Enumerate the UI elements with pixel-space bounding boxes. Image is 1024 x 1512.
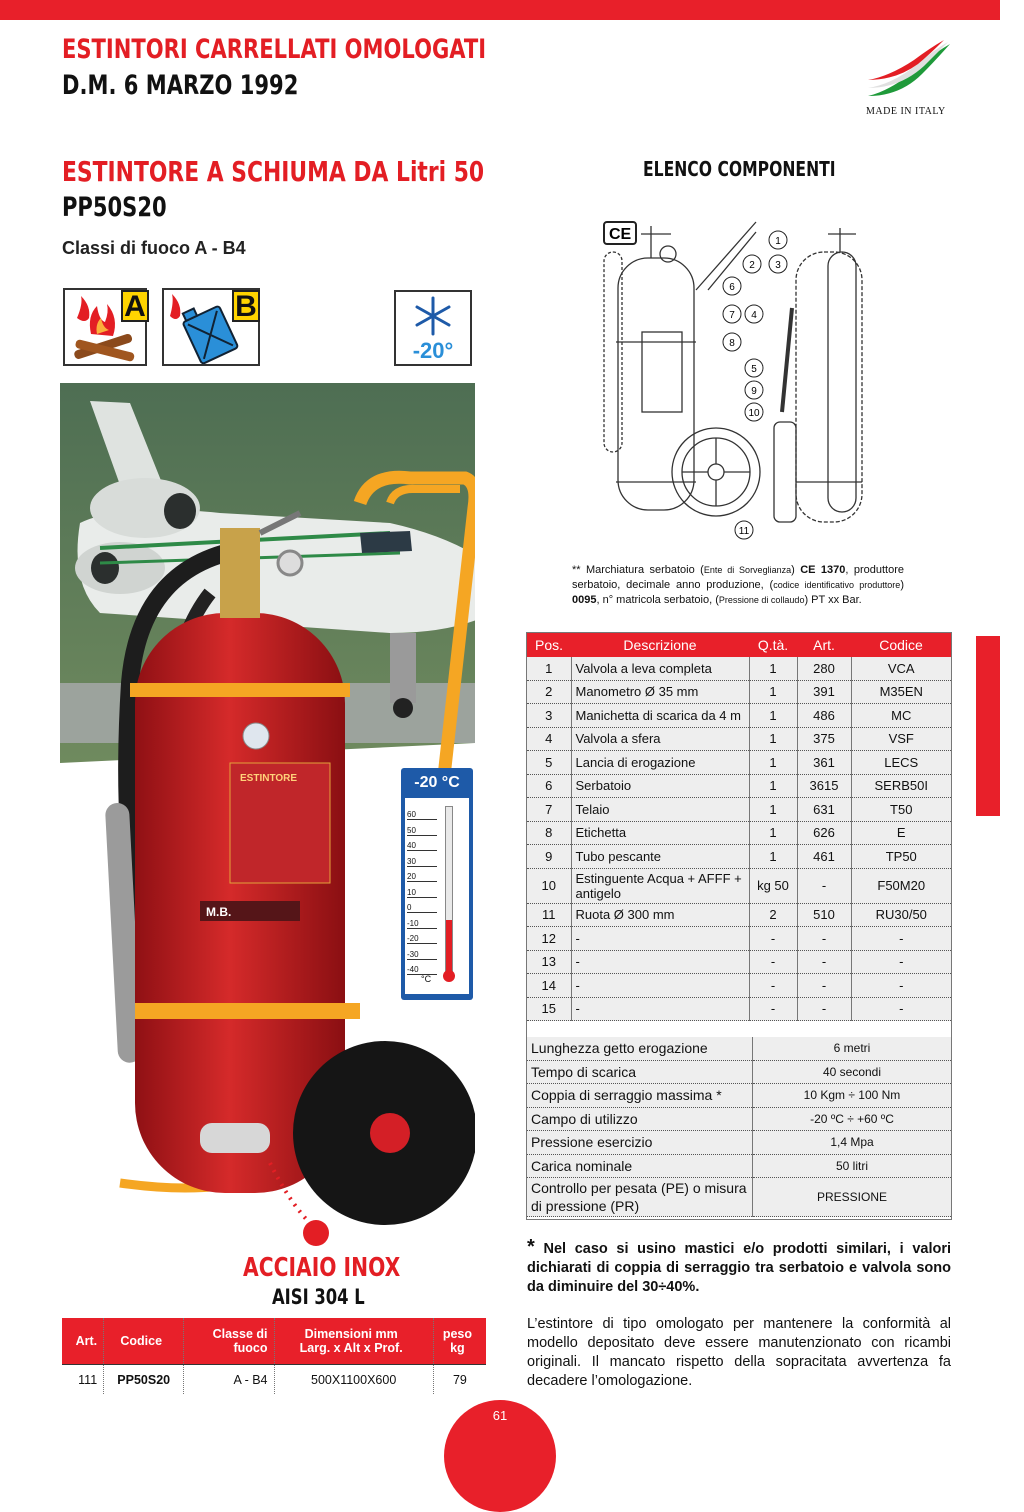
dimensions-header	[274, 1318, 433, 1365]
code-cell: PP50S20	[104, 1365, 184, 1395]
pos-cell: 1	[527, 657, 571, 680]
spec-label: Tempo di scarica	[527, 1060, 753, 1084]
component-row	[527, 751, 951, 775]
torque-footnote	[527, 1238, 951, 1297]
pos-cell: 5	[527, 751, 571, 775]
description-cell: Etichetta	[571, 821, 749, 845]
pos-cell: 7	[527, 798, 571, 822]
art-cell: 375	[797, 727, 851, 751]
burning-wood-icon	[65, 290, 145, 364]
code-cell: E	[851, 821, 951, 845]
spec-value: 6 metri	[753, 1037, 952, 1060]
pos-cell: 6	[527, 774, 571, 798]
thermometer-unit: °C	[421, 974, 432, 984]
fuel-can-fire-icon	[164, 290, 258, 364]
frost-resistance-badge	[394, 290, 472, 366]
spec-row	[527, 1107, 951, 1131]
class-cell: A - B4	[184, 1365, 274, 1395]
spec-label: Campo di utilizzo	[527, 1107, 753, 1131]
spec-row	[527, 1060, 951, 1084]
components-heading: ELENCO COMPONENTI	[643, 157, 836, 181]
class-b-letter: B	[232, 290, 260, 322]
qty-cell: 1	[749, 657, 797, 680]
code-cell: -	[851, 974, 951, 998]
class-header-line2: fuoco	[233, 1341, 268, 1355]
qty-cell: -	[749, 974, 797, 998]
product-title: ESTINTORE A SCHIUMA DA Litri 50	[62, 155, 485, 188]
components-header-row	[527, 633, 951, 657]
qty-cell: 1	[749, 821, 797, 845]
art-cell: 111	[62, 1365, 104, 1395]
spec-value: 1,4 Mpa	[753, 1131, 952, 1155]
thermometer-mercury	[446, 920, 452, 972]
component-row	[527, 798, 951, 822]
art-header	[62, 1318, 104, 1365]
art-cell: 361	[797, 751, 851, 775]
footnote-text: Nel caso si usino mastici e/o prodotti similari, i valori dichiarati di coppia di serraggio tra serbatoio e valvola sono da diminuire del 30÷40%.	[527, 1241, 952, 1295]
thermometer-tick: 20	[407, 872, 437, 882]
component-row	[527, 868, 951, 903]
made-in-italy-label: MADE IN ITALY	[866, 106, 946, 117]
spec-row	[527, 1178, 951, 1217]
code-cell: VSF	[851, 727, 951, 751]
note-text-7: , n° matricola serbatoio, (	[596, 594, 719, 606]
pos-cell: 4	[527, 727, 571, 751]
spec-value: 40 secondi	[753, 1060, 952, 1084]
spec-label: Controllo per pesata (PE) o misura di pressione (PR)	[527, 1178, 753, 1217]
code-header	[104, 1318, 184, 1365]
component-row	[527, 774, 951, 798]
art-cell: -	[797, 950, 851, 974]
qty-cell: 2	[749, 903, 797, 927]
description-cell: Manichetta di scarica da 4 m	[571, 704, 749, 728]
art-cell: -	[797, 868, 851, 903]
code-cell: F50M20	[851, 868, 951, 903]
note-ce-mark: CE	[800, 564, 816, 576]
components-table	[527, 633, 951, 1021]
callout-number: 9	[751, 386, 757, 397]
side-tab-marker	[976, 636, 1000, 816]
qty-cell: 1	[749, 845, 797, 869]
art-cell: 510	[797, 903, 851, 927]
note-text-1: ** Marchiatura serbatoio (	[572, 564, 704, 576]
product-code: PP50S20	[62, 192, 167, 223]
dimensions-header-line2: Larg. x Alt x Prof.	[299, 1341, 403, 1355]
description-cell: Estinguente Acqua + AFFF + antigelo	[571, 868, 749, 903]
dimensions-cell: 500X1100X600	[274, 1365, 433, 1395]
component-row	[527, 821, 951, 845]
qty-cell: 1	[749, 680, 797, 704]
page-title-line2: D.M. 6 MARZO 1992	[62, 70, 299, 101]
thermometer-tick: -20	[407, 934, 437, 944]
pos-cell: 3	[527, 704, 571, 728]
code-cell: TP50	[851, 845, 951, 869]
spec-value: -20 ºC ÷ +60 ºC	[753, 1107, 952, 1131]
description-cell: Valvola a leva completa	[571, 657, 749, 680]
article-table	[62, 1318, 486, 1394]
art-header-line1: Art.	[75, 1334, 98, 1348]
art-cell: 626	[797, 821, 851, 845]
note-small-2: codice identificativo produttore	[773, 580, 901, 590]
spec-label: Coppia di serraggio massima *	[527, 1084, 753, 1108]
weight-header-line1: peso	[442, 1327, 472, 1341]
qty-cell: 1	[749, 751, 797, 775]
description-cell: -	[571, 927, 749, 951]
class-header-line1: Classe di	[212, 1327, 268, 1341]
code-cell: -	[851, 927, 951, 951]
description-cell: -	[571, 974, 749, 998]
spec-value: PRESSIONE	[753, 1178, 952, 1217]
footnote-star: *	[527, 1236, 535, 1258]
note-text-8: ) PT xx Bar.	[804, 594, 862, 606]
component-row	[527, 974, 951, 998]
callout-number: 5	[751, 364, 757, 375]
dimensions-header-line1: Dimensioni mm	[304, 1327, 398, 1341]
col-pos: Pos.	[527, 633, 571, 657]
material-subtitle: AISI 304 L	[272, 1285, 365, 1309]
callout-number: 11	[738, 526, 750, 537]
pos-cell: 9	[527, 845, 571, 869]
spec-row	[527, 1037, 951, 1060]
weight-cell: 79	[433, 1365, 486, 1395]
component-row	[527, 927, 951, 951]
component-row	[527, 845, 951, 869]
article-row	[62, 1365, 486, 1395]
callout-number: 6	[729, 282, 735, 293]
thermometer-tick: 0	[407, 903, 437, 913]
article-header-row	[62, 1318, 486, 1365]
thermometer-tick: -40	[407, 965, 437, 975]
qty-cell: 1	[749, 774, 797, 798]
spec-label: Pressione esercizio	[527, 1131, 753, 1155]
callout-dot	[303, 1220, 329, 1246]
code-cell: -	[851, 997, 951, 1021]
temperature-badge-label: -20°	[412, 338, 454, 363]
thermometer-tick: 40	[407, 841, 437, 851]
material-title: ACCIAIO INOX	[243, 1253, 401, 1283]
spec-label: Carica nominale	[527, 1154, 753, 1178]
code-cell: VCA	[851, 657, 951, 680]
thermometer-tick: 30	[407, 857, 437, 867]
pos-cell: 8	[527, 821, 571, 845]
tank-label-title: ESTINTORE	[240, 773, 298, 784]
note-text-4: , produttore serbatoio, decimale anno produzione, (	[572, 564, 904, 591]
weight-header-line2: kg	[450, 1341, 465, 1355]
code-cell: MC	[851, 704, 951, 728]
spec-row	[527, 1084, 951, 1108]
description-cell: Manometro Ø 35 mm	[571, 680, 749, 704]
description-cell: Tubo pescante	[571, 845, 749, 869]
pos-cell: 13	[527, 950, 571, 974]
thermometer-label: -20 °C	[414, 774, 460, 791]
art-cell: 391	[797, 680, 851, 704]
thermometer-tick: 60	[407, 810, 437, 820]
pos-cell: 15	[527, 997, 571, 1021]
qty-cell: kg 50	[749, 868, 797, 903]
note-number: 1370	[815, 564, 846, 576]
thermometer-sticker	[401, 768, 473, 1000]
callout-number: 1	[775, 236, 781, 247]
pos-cell: 10	[527, 868, 571, 903]
marking-note	[572, 563, 904, 608]
code-header-line1: Codice	[120, 1334, 163, 1348]
code-cell: T50	[851, 798, 951, 822]
italy-flag-swoosh-icon	[864, 40, 954, 102]
pos-cell: 14	[527, 974, 571, 998]
component-row	[527, 950, 951, 974]
spec-label: Lunghezza getto erogazione	[527, 1037, 753, 1060]
pos-cell: 11	[527, 903, 571, 927]
description-cell: Telaio	[571, 798, 749, 822]
class-header	[184, 1318, 274, 1365]
class-a-letter: A	[121, 290, 149, 322]
fire-class-b-pictogram	[162, 288, 260, 366]
description-cell: Lancia di erogazione	[571, 751, 749, 775]
note-small-1: Ente di Sorveglianza	[703, 565, 792, 575]
art-cell: 3615	[797, 774, 851, 798]
description-cell: -	[571, 950, 749, 974]
thermometer-bulb	[443, 970, 455, 982]
spec-row	[527, 1131, 951, 1155]
description-cell: -	[571, 997, 749, 1021]
component-row	[527, 680, 951, 704]
col-qta: Q.tà.	[749, 633, 797, 657]
code-cell: SERB50I	[851, 774, 951, 798]
col-codice: Codice	[851, 633, 951, 657]
thermometer-ticks	[407, 810, 437, 974]
qty-cell: 1	[749, 704, 797, 728]
thermometer-tick: 50	[407, 826, 437, 836]
description-cell: Serbatoio	[571, 774, 749, 798]
callout-number: 8	[729, 338, 735, 349]
art-cell: -	[797, 927, 851, 951]
component-row	[527, 657, 951, 680]
page-title-line1: ESTINTORI CARRELLATI OMOLOGATI	[62, 34, 487, 65]
note-code: 0095	[572, 594, 597, 606]
spec-value: 50 litri	[753, 1154, 952, 1178]
qty-cell: -	[749, 950, 797, 974]
top-color-band	[0, 0, 1000, 20]
art-cell: -	[797, 974, 851, 998]
pos-cell: 12	[527, 927, 571, 951]
pos-cell: 2	[527, 680, 571, 704]
brand-mark: M.B.	[206, 905, 232, 919]
art-cell: 461	[797, 845, 851, 869]
code-cell: -	[851, 950, 951, 974]
manometer-icon	[278, 551, 302, 575]
art-cell: 280	[797, 657, 851, 680]
callout-number: 10	[748, 408, 760, 419]
thermometer-tick: 10	[407, 888, 437, 898]
callout-number: 2	[749, 260, 755, 271]
snowflake-icon	[396, 294, 470, 338]
spec-value: 10 Kgm ÷ 100 Nm	[753, 1084, 952, 1108]
code-cell: RU30/50	[851, 903, 951, 927]
qty-cell: 1	[749, 798, 797, 822]
note-text-2: )	[791, 564, 801, 576]
art-cell: -	[797, 997, 851, 1021]
col-descrizione: Descrizione	[571, 633, 749, 657]
page-number: 61	[492, 1408, 508, 1423]
component-row	[527, 997, 951, 1021]
fire-classes-label: Classi di fuoco A - B4	[62, 238, 246, 258]
callout-number: 3	[775, 260, 781, 271]
specs-table	[527, 1037, 951, 1217]
qty-cell: -	[749, 997, 797, 1021]
thermometer-tick: -10	[407, 919, 437, 929]
qty-cell: 1	[749, 727, 797, 751]
component-row	[527, 727, 951, 751]
description-cell: Ruota Ø 300 mm	[571, 903, 749, 927]
art-cell: 486	[797, 704, 851, 728]
fire-class-a-pictogram	[63, 288, 147, 366]
qty-cell: -	[749, 927, 797, 951]
callout-number: 4	[751, 310, 757, 321]
component-row	[527, 903, 951, 927]
ce-mark-label: CE	[609, 226, 632, 243]
component-row	[527, 704, 951, 728]
spec-row	[527, 1154, 951, 1178]
code-cell: LECS	[851, 751, 951, 775]
approval-notice: L’estintore di tipo omologato per mantenere la conformità al modello depositato deve essere manutenzionato con ricambi originali. Il mancato rispetto della sopracitata avvertenza fa decadere l’omologazione.	[527, 1316, 951, 1389]
weight-header	[433, 1318, 486, 1365]
thermometer-tick: -30	[407, 950, 437, 960]
note-small-3: Pressione di collaudo	[718, 595, 805, 605]
components-diagram	[596, 212, 866, 542]
callout-number: 7	[729, 310, 735, 321]
code-cell: M35EN	[851, 680, 951, 704]
col-art: Art.	[797, 633, 851, 657]
note-text-5: )	[900, 579, 904, 591]
art-cell: 631	[797, 798, 851, 822]
description-cell: Valvola a sfera	[571, 727, 749, 751]
thermometer-scale	[405, 798, 469, 994]
